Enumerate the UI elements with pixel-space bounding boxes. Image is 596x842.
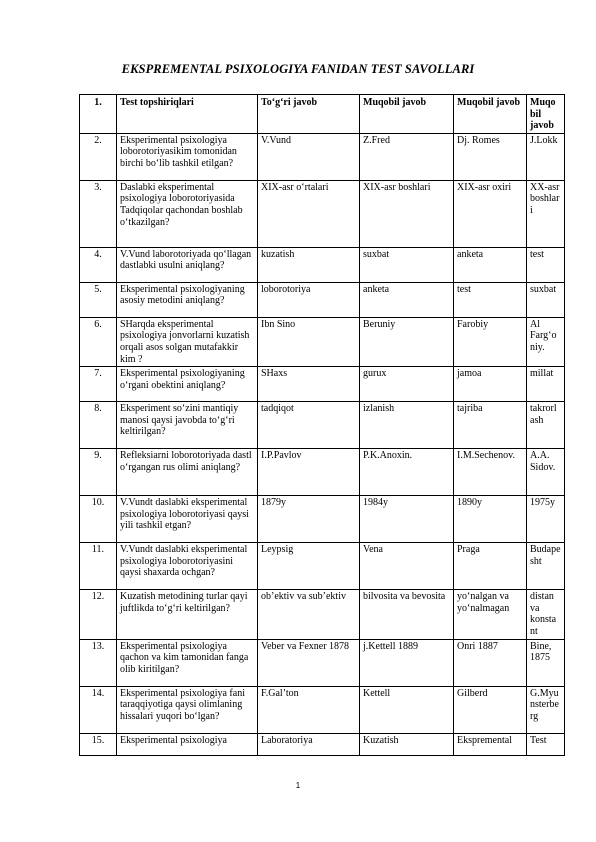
alternative-answer-cell: jamoa	[454, 367, 527, 402]
table-row	[80, 496, 565, 543]
question-cell: Eksperimental psixologiyaning o‘rgani obektini aniqlang?	[117, 367, 258, 402]
alternative-answer-cell: j.Kettell 1889	[360, 639, 454, 686]
correct-answer-cell: ob’ektiv va sub’ektiv	[258, 590, 360, 639]
alternative-answer-cell: Dj. Romes	[454, 133, 527, 180]
question-cell: Eksperimental psixologiya fani taraqqiyotiga qaysi olimlaning hissalari yuqori bo‘lgan?	[117, 686, 258, 733]
question-cell: Eksperimental psixologiyaning asosiy metodini aniqlang?	[117, 282, 258, 317]
row-number: 3.	[80, 180, 117, 247]
correct-answer-cell: V.Vund	[258, 133, 360, 180]
row-number: 9.	[80, 449, 117, 496]
alternative-answer-cell: anketa	[454, 247, 527, 282]
table-row	[80, 733, 565, 755]
table-row	[80, 282, 565, 317]
correct-answer-cell: loborotoriya	[258, 282, 360, 317]
alternative-answer-cell: 1975y	[527, 496, 565, 543]
correct-answer-cell: F.Gal’ton	[258, 686, 360, 733]
row-number: 8.	[80, 402, 117, 449]
header-alternative-3: Muqobil javob	[527, 95, 565, 134]
question-cell: V.Vundt daslabki eksperimental psixologiya loborotoriyasini qaysi shaxarda ochgan?	[117, 543, 258, 590]
alternative-answer-cell: Gilberd	[454, 686, 527, 733]
alternative-answer-cell: Kettell	[360, 686, 454, 733]
question-cell: Daslabki eksperimental psixologiya loborotoriyasida Tadqiqolar qachondan boshlab o‘tkazilgan?	[117, 180, 258, 247]
alternative-answer-cell: 1984y	[360, 496, 454, 543]
question-cell: Eksperiment so‘zini mantiqiy manosi qaysi javobda to‘g‘ri keltirilgan?	[117, 402, 258, 449]
alternative-answer-cell: anketa	[360, 282, 454, 317]
table-row	[80, 639, 565, 686]
page-number: 1	[295, 781, 301, 790]
correct-answer-cell: Leypsig	[258, 543, 360, 590]
test-table	[79, 94, 565, 756]
header-number: 1.	[80, 95, 117, 134]
row-number: 12.	[80, 590, 117, 639]
question-cell: Kuzatish metodining turlar qayi juftlikda to‘g‘ri keltirilgan?	[117, 590, 258, 639]
table-row	[80, 543, 565, 590]
question-cell: V.Vund laborotoriyada qo‘llagan dastlabki usulni aniqlang?	[117, 247, 258, 282]
header-correct-answer: To‘g‘ri javob	[258, 95, 360, 134]
alternative-answer-cell: XX-asr boshlari	[527, 180, 565, 247]
row-number: 4.	[80, 247, 117, 282]
row-number: 13.	[80, 639, 117, 686]
row-number: 14.	[80, 686, 117, 733]
alternative-answer-cell: Praga	[454, 543, 527, 590]
question-cell: V.Vundt daslabki eksperimental psixologiya loborotoriyasi qaysi yili tashkil etgan?	[117, 496, 258, 543]
alternative-answer-cell: Bine, 1875	[527, 639, 565, 686]
table-row	[80, 449, 565, 496]
alternative-answer-cell: Beruniy	[360, 317, 454, 366]
table-row	[80, 402, 565, 449]
correct-answer-cell: Ibn Sino	[258, 317, 360, 366]
alternative-answer-cell: suxbat	[360, 247, 454, 282]
alternative-answer-cell: takrorlash	[527, 402, 565, 449]
correct-answer-cell: 1879y	[258, 496, 360, 543]
correct-answer-cell: tadqiqot	[258, 402, 360, 449]
correct-answer-cell: Veber va Fexner 1878	[258, 639, 360, 686]
question-cell: SHarqda eksperimental psixologiya jonvorlarni kuzatish orqali asos solgan mutafakkir kim ?	[117, 317, 258, 366]
table-row	[80, 133, 565, 180]
alternative-answer-cell: suxbat	[527, 282, 565, 317]
alternative-answer-cell: P.K.Anoxin.	[360, 449, 454, 496]
alternative-answer-cell: millat	[527, 367, 565, 402]
alternative-answer-cell: 1890y	[454, 496, 527, 543]
alternative-answer-cell: tajriba	[454, 402, 527, 449]
alternative-answer-cell: A.A. Sidov.	[527, 449, 565, 496]
alternative-answer-cell: Ekspremental	[454, 733, 527, 755]
alternative-answer-cell: gurux	[360, 367, 454, 402]
correct-answer-cell: kuzatish	[258, 247, 360, 282]
question-cell: Eksperimental psixologiya	[117, 733, 258, 755]
question-cell: Eksperimental psixologiya qachon va kim tamonidan fanga olib kiritilgan?	[117, 639, 258, 686]
header-question: Test topshiriqlari	[117, 95, 258, 134]
table-row	[80, 590, 565, 639]
document-title: EKSPREMENTAL PSIXOLOGIYA FANIDAN TEST SAVOLLARI	[121, 62, 475, 76]
table-row	[80, 247, 565, 282]
question-cell: Eksperimental psixologiya loborotoriyasikim tomonidan birchi bo‘lib tashkil etilgan?	[117, 133, 258, 180]
row-number: 6.	[80, 317, 117, 366]
table-row	[80, 686, 565, 733]
alternative-answer-cell: XIX-asr oxiri	[454, 180, 527, 247]
alternative-answer-cell: distan va konstant	[527, 590, 565, 639]
row-number: 11.	[80, 543, 117, 590]
alternative-answer-cell: yo‘nalgan va yo‘nalmagan	[454, 590, 527, 639]
correct-answer-cell: I.P.Pavlov	[258, 449, 360, 496]
row-number: 10.	[80, 496, 117, 543]
alternative-answer-cell: J.Lokk	[527, 133, 565, 180]
alternative-answer-cell: izlanish	[360, 402, 454, 449]
question-cell: Refleksiarni loborotoriyada dastl o‘rgangan rus olimi aniqlang?	[117, 449, 258, 496]
alternative-answer-cell: Farobiy	[454, 317, 527, 366]
header-alternative-2: Muqobil javob	[454, 95, 527, 134]
alternative-answer-cell: Test	[527, 733, 565, 755]
alternative-answer-cell: Z.Fred	[360, 133, 454, 180]
row-number: 2.	[80, 133, 117, 180]
alternative-answer-cell: Al Farg‘oniy.	[527, 317, 565, 366]
correct-answer-cell: Laboratoriya	[258, 733, 360, 755]
row-number: 7.	[80, 367, 117, 402]
table-row	[80, 317, 565, 366]
alternative-answer-cell: G.Myunsterberg	[527, 686, 565, 733]
table-header-row	[80, 95, 565, 134]
alternative-answer-cell: Budapesht	[527, 543, 565, 590]
table-row	[80, 367, 565, 402]
header-alternative-1: Muqobil javob	[360, 95, 454, 134]
alternative-answer-cell: Vena	[360, 543, 454, 590]
alternative-answer-cell: test	[454, 282, 527, 317]
table-row	[80, 180, 565, 247]
alternative-answer-cell: XIX-asr boshlari	[360, 180, 454, 247]
correct-answer-cell: XIX-asr o‘rtalari	[258, 180, 360, 247]
correct-answer-cell: SHaxs	[258, 367, 360, 402]
alternative-answer-cell: I.M.Sechenov.	[454, 449, 527, 496]
alternative-answer-cell: bilvosita va bevosita	[360, 590, 454, 639]
alternative-answer-cell: Kuzatish	[360, 733, 454, 755]
alternative-answer-cell: test	[527, 247, 565, 282]
alternative-answer-cell: Onri 1887	[454, 639, 527, 686]
row-number: 5.	[80, 282, 117, 317]
row-number: 15.	[80, 733, 117, 755]
